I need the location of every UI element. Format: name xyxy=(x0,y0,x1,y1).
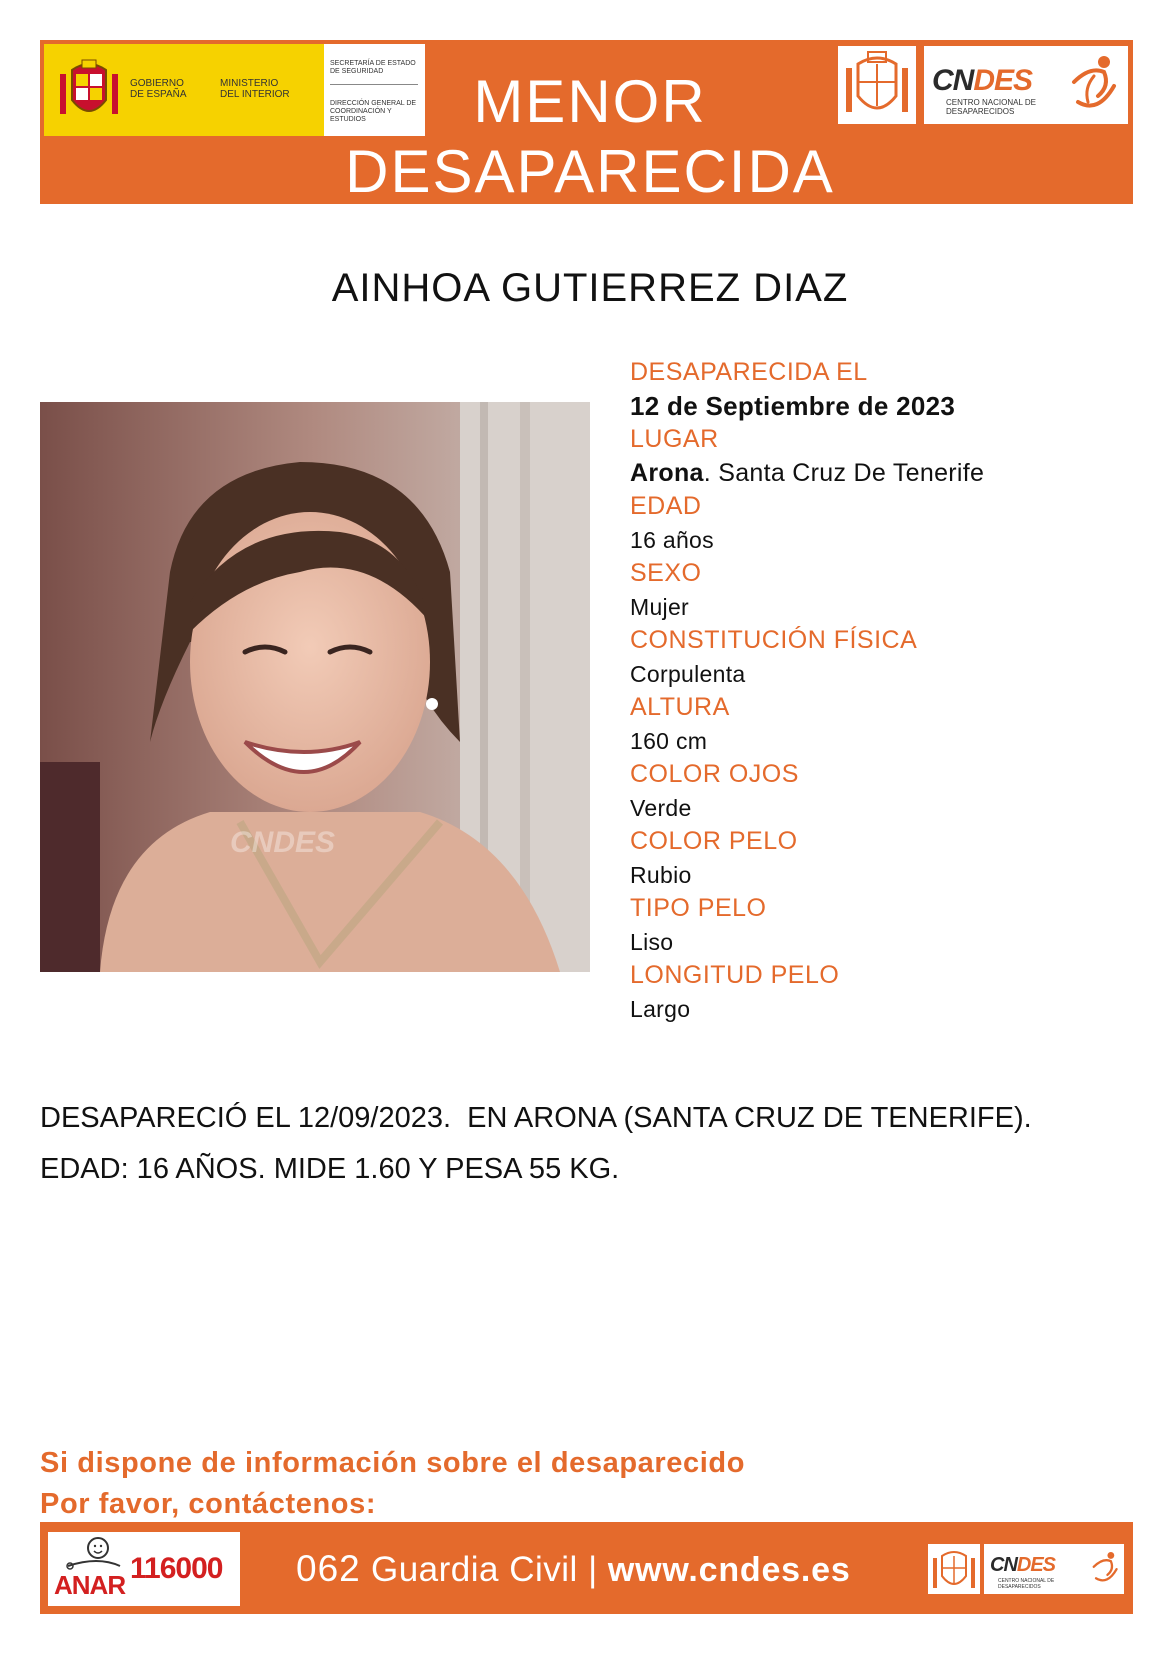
anar-phone-number[interactable]: 116000 xyxy=(130,1552,223,1585)
anar-word: ANAR xyxy=(54,1570,126,1600)
eye-color-value: Verde xyxy=(630,794,692,821)
anar-helpline-logo xyxy=(48,1532,240,1606)
hair-type-label: TIPO PELO xyxy=(630,894,767,922)
title-line-2: DESAPARECIDA xyxy=(345,138,835,205)
height-label: ALTURA xyxy=(630,693,730,721)
ministerio-text: MINISTERIO DEL INTERIOR xyxy=(220,78,290,100)
photo-image xyxy=(40,402,590,972)
date-label: DESAPARECIDA EL xyxy=(630,358,868,386)
anar-child-icon xyxy=(62,1536,122,1572)
hair-color-value: Rubio xyxy=(630,861,692,888)
summary-text xyxy=(40,1093,1140,1195)
cndes-logo-block xyxy=(838,46,1128,124)
hair-color-label: COLOR PELO xyxy=(630,827,798,855)
missing-person-photo xyxy=(40,402,590,972)
summary-line-2: EDAD: 16 AÑOS. MIDE 1.60 Y PESA 55 KG. xyxy=(40,1153,620,1185)
place-value xyxy=(630,457,1130,491)
coat-of-arms-icon xyxy=(838,46,916,124)
hair-length-label: LONGITUD PELO xyxy=(630,961,840,989)
person-details xyxy=(630,356,1130,1026)
hair-type-value: Liso xyxy=(630,928,674,955)
height-value: 160 cm xyxy=(630,727,708,754)
age-label: EDAD xyxy=(630,492,702,520)
date-value: 12 de Septiembre de 2023 xyxy=(630,390,956,421)
footer-separator: | xyxy=(588,1550,598,1589)
eye-color-label: COLOR OJOS xyxy=(630,760,799,788)
secretaria-text: SECRETARÍA DE ESTADO DE SEGURIDAD xyxy=(330,60,416,75)
age-value: 16 años xyxy=(630,526,714,553)
footer-coat-of-arms-icon xyxy=(928,1544,980,1594)
footer-cndes-logo xyxy=(928,1544,1124,1594)
place-city: Arona xyxy=(630,458,704,487)
cndes-logo: CNDES xyxy=(932,64,1033,97)
cndes-subtitle: CENTRO NACIONAL DE DESAPARECIDOS xyxy=(946,98,1036,116)
sex-label: SEXO xyxy=(630,559,702,587)
contact-line-2: Por favor, contáctenos: xyxy=(40,1488,377,1520)
guardia-civil-label: Guardia Civil xyxy=(370,1550,578,1589)
missing-person-name: AINHOA GUTIERREZ DIAZ xyxy=(331,266,849,310)
website-link[interactable]: www.cndes.es xyxy=(607,1551,851,1589)
contact-call-to-action xyxy=(40,1443,745,1525)
gobierno-text: GOBIERNO DE ESPAÑA xyxy=(130,78,187,100)
footer-cndes-subtitle: CENTRO NACIONAL DE DESAPARECIDOS xyxy=(998,1578,1055,1590)
place-province: . Santa Cruz De Tenerife xyxy=(703,458,985,487)
running-figure-icon xyxy=(1064,52,1120,116)
build-value: Corpulenta xyxy=(630,660,746,687)
photo-watermark: CNDES xyxy=(230,826,336,859)
footer-cndes-word: CNDES xyxy=(990,1554,1056,1576)
hair-length-value: Largo xyxy=(630,995,691,1022)
footer-running-figure-icon xyxy=(1088,1548,1120,1588)
footer-contact-line xyxy=(296,1549,851,1590)
place-label: LUGAR xyxy=(630,425,719,453)
sex-value: Mujer xyxy=(630,593,690,620)
build-label: CONSTITUCIÓN FÍSICA xyxy=(630,626,918,654)
direccion-text: DIRECCIÓN GENERAL DE COORDINACIÓN Y ESTUDIOS xyxy=(330,100,417,123)
title-line-1: MENOR xyxy=(473,68,707,135)
summary-line-1: DESAPARECIÓ EL 12/09/2023. EN ARONA (SANTA CRUZ DE TENERIFE). xyxy=(40,1102,1032,1134)
contact-line-1: Si dispone de información sobre el desaparecido xyxy=(40,1447,746,1479)
guardia-civil-phone[interactable]: 062 xyxy=(296,1548,361,1589)
